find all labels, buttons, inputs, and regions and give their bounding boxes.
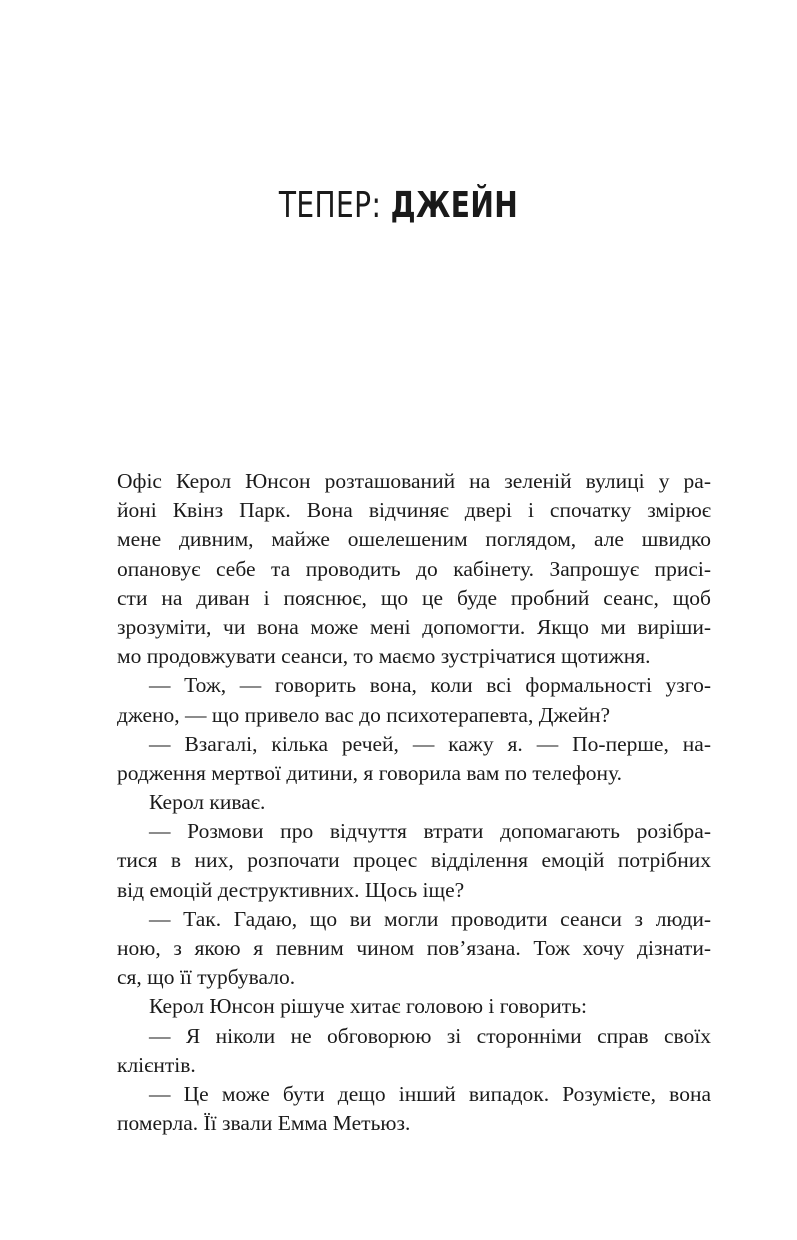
text-line: тися в них, розпочати процес відділення емоцій потрібних	[117, 848, 711, 873]
text-line: — Розмови про відчуття втрати допомагають розібра-	[149, 819, 711, 844]
text-line: — Це може бути дещо інший випадок. Розумієте, вона	[149, 1081, 711, 1106]
chapter-heading	[88, 182, 710, 230]
text-line: — Тож, — говорить вона, коли всі формальності узго-	[149, 673, 711, 698]
text-line: опановує себе та проводить до кабінету. Запрошує присі-	[117, 556, 711, 581]
text-line: ся, що її турбувало.	[117, 965, 296, 990]
text-line: від емоцій деструктивних. Щось іще?	[117, 877, 465, 902]
text-line: сти на диван і пояснює, що це буде пробний сеанс, щоб	[117, 585, 711, 610]
text-line: — Я ніколи не обговорюю зі сторонніми справ своїх	[149, 1023, 711, 1048]
text-line: клієнтів.	[117, 1052, 196, 1077]
text-line: Офіс Керол Юнсон розташований на зеленій вулиці у ра-	[117, 469, 711, 493]
text-line: померла. Її звали Емма Метьюз.	[117, 1111, 411, 1136]
text-line: мене дивним, майже ошелешеним поглядом, але швидко	[117, 527, 711, 552]
text-line: родження мертвої дитини, я говорила вам по телефону.	[117, 760, 623, 785]
text-line: зрозуміти, чи вона може мені допомогти. Якщо ми виріши-	[117, 614, 711, 639]
text-line: джено, — що привело вас до психотерапевта, Джейн?	[117, 702, 611, 727]
text-line: ною, з якою я певним чином пов’язана. Тож хочу дізнати-	[117, 936, 711, 960]
text-line: йоні Квінз Парк. Вона відчиняє двері і спочатку змірює	[117, 498, 711, 523]
text-line: Керол киває.	[149, 790, 266, 815]
text-line: — Так. Гадаю, що ви могли проводити сеанси з люди-	[149, 906, 711, 931]
chapter-heading-prefix: ТЕПЕР:	[278, 185, 391, 226]
text-line: — Взагалі, кілька речей, — кажу я. — По-перше, на-	[149, 731, 711, 756]
text-line: мо продовжувати сеанси, то маємо зустрічатися щотижня.	[117, 644, 651, 669]
chapter-body-text	[117, 467, 711, 1138]
text-line: Керол Юнсон рішуче хитає головою і говорить:	[149, 994, 587, 1019]
chapter-heading-name: ДЖЕЙН	[390, 185, 519, 226]
